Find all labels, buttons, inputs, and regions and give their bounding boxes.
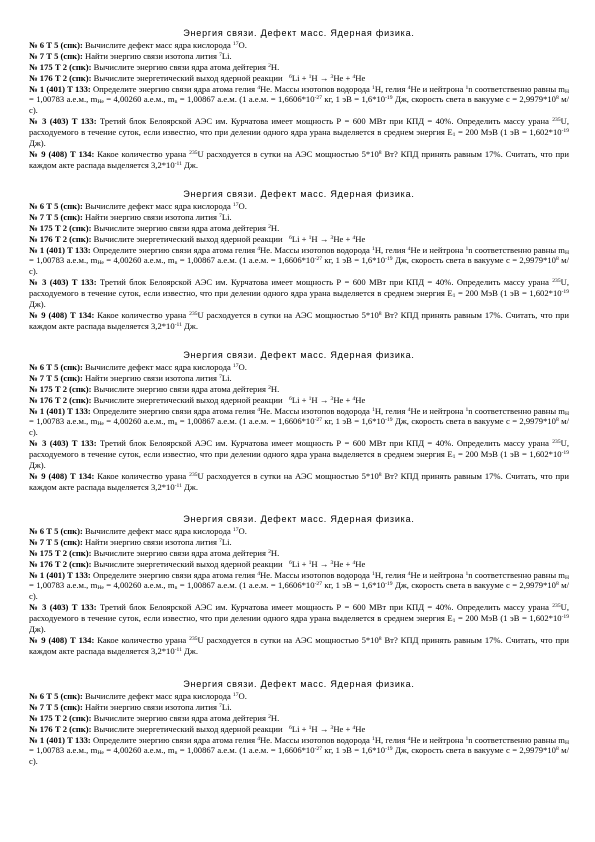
problem-beloyarsk: № 3 (403) Т 133: Третий блок Белоярской АЭС им. Курчатова имеет мощность Р = 600 МВт при КПД = 40%. Определить массу урана $^{235}$U, расходуемого в течение суток, если известно, что при делении одного ядра урана выделяется в среднем энергия $Е_1 = 200$ МэВ (1 эВ = $1,602*10^{-19}$ Дж).: [29, 602, 570, 635]
problem-oxygen: № 6 Т 5 (спк): Вычислите дефект масс ядра кислорода $^{17}$O.: [29, 362, 247, 372]
section-title: Энергия связи. Дефект масс. Ядерная физика.: [183, 28, 415, 38]
problem-lithium: № 7 Т 5 (спк): Найти энергию связи изотопа лития $^7$Li.: [29, 701, 232, 712]
problem-deuterium: № 175 Т 2 (спк): Вычислите энергию связи ядра атома дейтерия $^2$H.: [29, 383, 280, 394]
problem-deuterium: № 175 Т 2 (спк): Вычислите энергию связи ядра атома дейтерия $^2$H.: [29, 547, 280, 558]
problem-reaction: № 176 Т 2 (спк): Вычислите энергетический выход ядерной реакции $^6$Li + $^1$H → $^3$He + $^4$He: [29, 394, 366, 405]
problem-uranium-consumption: № 9 (408) Т 134: Какое количество урана $^{235}$U расходуется в сутки на АЭС мощностью $5*10^8$ Вт? КПД принять равным 17%. Считать, что при каждом акте распада выделяется $3,2*10^{-11}$ Дж.: [29, 635, 569, 656]
problem-oxygen: № 6 Т 5 (спк): Вычислите дефект масс ядра кислорода $^{17}$O.: [29, 691, 247, 701]
problem-helium-binding: № 1 (401) Т 133: Определите энергию связи ядра атома гелия $^4$He. Массы изотопов водорода $^1$H, гелия $^4$He и нейтрона $^1$n соответственно равны $m_H = 1,00783$ а.е.м., $m_{He} = 4,00260$ а.е.м., $m_n = 1,00867$ а.е.м. (1 а.е.м. = $1,6606*10^{-27}$ кг, 1 эВ = $1,6*10^{-19}$ Дж, скорость света в вакууме $с = 2,9979*10^8$ м/с).: [29, 734, 570, 767]
section-title: Энергия связи. Дефект масс. Ядерная физика.: [183, 514, 415, 524]
section-title: Энергия связи. Дефект масс. Ядерная физика.: [183, 189, 415, 199]
problem-helium-binding: № 1 (401) Т 133: Определите энергию связи ядра атома гелия $^4$He. Массы изотопов водорода $^1$H, гелия $^4$He и нейтрона $^1$n соответственно равны $m_H = 1,00783$ а.е.м., $m_{He} = 4,00260$ а.е.м., $m_n = 1,00867$ а.е.м. (1 а.е.м. = $1,6606*10^{-27}$ кг, 1 эВ = $1,6*10^{-19}$ Дж, скорость света в вакууме $с = 2,9979*10^8$ м/с).: [29, 405, 570, 438]
section-title: Энергия связи. Дефект масс. Ядерная физика.: [183, 350, 415, 360]
problem-set-3: [29, 350, 569, 493]
problem-deuterium: № 175 Т 2 (спк): Вычислите энергию связи ядра атома дейтерия $^2$H.: [29, 222, 280, 233]
problem-set-4: [29, 514, 569, 657]
problem-lithium: № 7 Т 5 (спк): Найти энергию связи изотопа лития $^7$Li.: [29, 536, 232, 547]
problem-uranium-consumption: № 9 (408) Т 134: Какое количество урана $^{235}$U расходуется в сутки на АЭС мощностью $5*10^8$ Вт? КПД принять равным 17%. Считать, что при каждом акте распада выделяется $3,2*10^{-11}$ Дж.: [29, 149, 569, 170]
problem-set-1: [29, 28, 569, 171]
problem-lithium: № 7 Т 5 (спк): Найти энергию связи изотопа лития $^7$Li.: [29, 211, 232, 222]
section-title: Энергия связи. Дефект масс. Ядерная физика.: [183, 679, 415, 689]
problem-beloyarsk: № 3 (403) Т 133: Третий блок Белоярской АЭС им. Курчатова имеет мощность Р = 600 МВт при КПД = 40%. Определить массу урана $^{235}$U, расходуемого в течение суток, если известно, что при делении одного ядра урана выделяется в среднем энергия $Е_1 = 200$ МэВ (1 эВ = $1,602*10^{-19}$ Дж).: [29, 277, 570, 310]
problem-helium-binding: № 1 (401) Т 133: Определите энергию связи ядра атома гелия $^4$He. Массы изотопов водорода $^1$H, гелия $^4$He и нейтрона $^1$n соответственно равны $m_H = 1,00783$ а.е.м., $m_{He} = 4,00260$ а.е.м., $m_n = 1,00867$ а.е.м. (1 а.е.м. = $1,6606*10^{-27}$ кг, 1 эВ = $1,6*10^{-19}$ Дж, скорость света в вакууме $с = 2,9979*10^8$ м/с).: [29, 83, 570, 116]
problem-reaction: № 176 Т 2 (спк): Вычислите энергетический выход ядерной реакции $^6$Li + $^1$H → $^3$He + $^4$He: [29, 72, 366, 83]
problem-deuterium: № 175 Т 2 (спк): Вычислите энергию связи ядра атома дейтерия $^2$H.: [29, 712, 280, 723]
problem-reaction: № 176 Т 2 (спк): Вычислите энергетический выход ядерной реакции $^6$Li + $^1$H → $^3$He + $^4$He: [29, 558, 366, 569]
problem-oxygen: № 6 Т 5 (спк): Вычислите дефект масс ядра кислорода $^{17}$O.: [29, 201, 247, 211]
problem-helium-binding: № 1 (401) Т 133: Определите энергию связи ядра атома гелия $^4$He. Массы изотопов водорода $^1$H, гелия $^4$He и нейтрона $^1$n соответственно равны $m_H = 1,00783$ а.е.м., $m_{He} = 4,00260$ а.е.м., $m_n = 1,00867$ а.е.м. (1 а.е.м. = $1,6606*10^{-27}$ кг, 1 эВ = $1,6*10^{-19}$ Дж, скорость света в вакууме $с = 2,9979*10^8$ м/с).: [29, 244, 570, 277]
problem-deuterium: № 175 Т 2 (спк): Вычислите энергию связи ядра атома дейтерия $^2$H.: [29, 61, 280, 72]
problem-oxygen: № 6 Т 5 (спк): Вычислите дефект масс ядра кислорода $^{17}$O.: [29, 40, 247, 50]
problem-beloyarsk: № 3 (403) Т 133: Третий блок Белоярской АЭС им. Курчатова имеет мощность Р = 600 МВт при КПД = 40%. Определить массу урана $^{235}$U, расходуемого в течение суток, если известно, что при делении одного ядра урана выделяется в среднем энергия $Е_1 = 200$ МэВ (1 эВ = $1,602*10^{-19}$ Дж).: [29, 116, 570, 149]
problem-uranium-consumption: № 9 (408) Т 134: Какое количество урана $^{235}$U расходуется в сутки на АЭС мощностью $5*10^8$ Вт? КПД принять равным 17%. Считать, что при каждом акте распада выделяется $3,2*10^{-11}$ Дж.: [29, 471, 569, 492]
problem-set-5: [29, 679, 569, 767]
problem-oxygen: № 6 Т 5 (спк): Вычислите дефект масс ядра кислорода $^{17}$O.: [29, 526, 247, 536]
problem-reaction: № 176 Т 2 (спк): Вычислите энергетический выход ядерной реакции $^6$Li + $^1$H → $^3$He + $^4$He: [29, 233, 366, 244]
problem-uranium-consumption: № 9 (408) Т 134: Какое количество урана $^{235}$U расходуется в сутки на АЭС мощностью $5*10^8$ Вт? КПД принять равным 17%. Считать, что при каждом акте распада выделяется $3,2*10^{-11}$ Дж.: [29, 310, 569, 331]
problem-lithium: № 7 Т 5 (спк): Найти энергию связи изотопа лития $^7$Li.: [29, 372, 232, 383]
problem-set-2: [29, 189, 569, 332]
problem-reaction: № 176 Т 2 (спк): Вычислите энергетический выход ядерной реакции $^6$Li + $^1$H → $^3$He + $^4$He: [29, 723, 366, 734]
problem-lithium: № 7 Т 5 (спк): Найти энергию связи изотопа лития $^7$Li.: [29, 50, 232, 61]
problem-beloyarsk: № 3 (403) Т 133: Третий блок Белоярской АЭС им. Курчатова имеет мощность Р = 600 МВт при КПД = 40%. Определить массу урана $^{235}$U, расходуемого в течение суток, если известно, что при делении одного ядра урана выделяется в среднем энергия $Е_1 = 200$ МэВ (1 эВ = $1,602*10^{-19}$ Дж).: [29, 438, 570, 471]
problem-helium-binding: № 1 (401) Т 133: Определите энергию связи ядра атома гелия $^4$He. Массы изотопов водорода $^1$H, гелия $^4$He и нейтрона $^1$n соответственно равны $m_H = 1,00783$ а.е.м., $m_{He} = 4,00260$ а.е.м., $m_n = 1,00867$ а.е.м. (1 а.е.м. = $1,6606*10^{-27}$ кг, 1 эВ = $1,6*10^{-19}$ Дж, скорость света в вакууме $с = 2,9979*10^8$ м/с).: [29, 569, 570, 602]
